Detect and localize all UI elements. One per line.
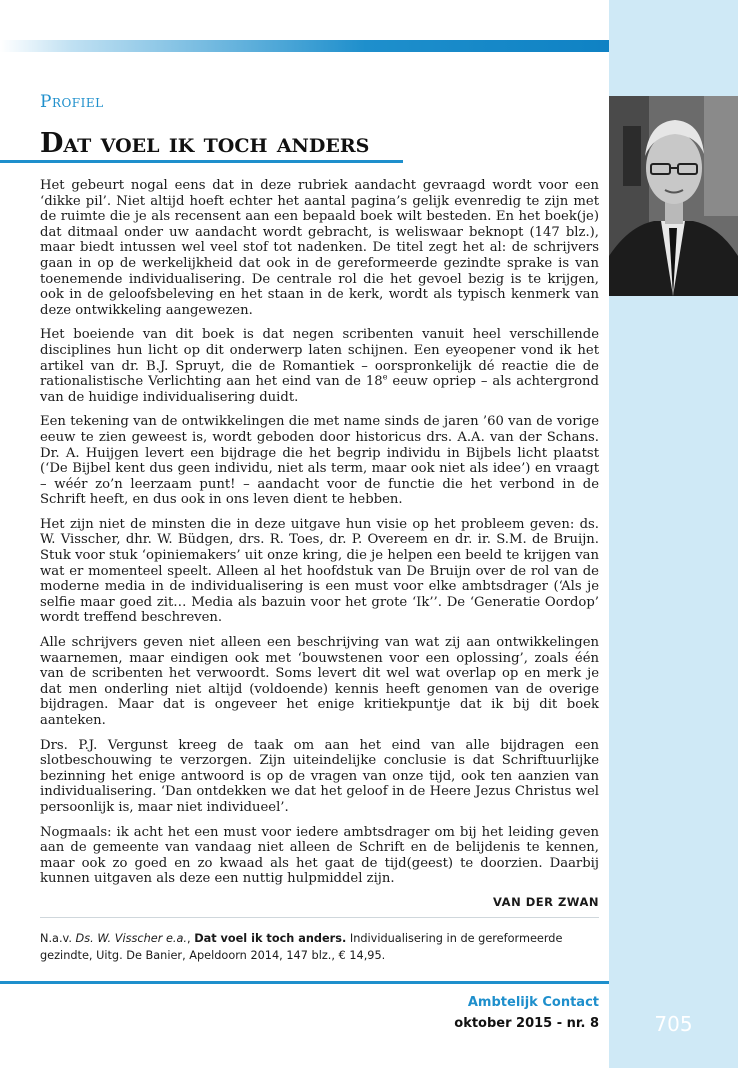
header-gradient-bar: [0, 40, 609, 52]
author-signature: VAN DER ZWAN: [493, 895, 599, 909]
source-separator: ,: [187, 932, 195, 945]
page-number: 705: [654, 1012, 693, 1036]
title-underline: [0, 160, 403, 163]
issue-info: oktober 2015 - nr. 8: [454, 1016, 599, 1031]
source-details: Individualisering in de gereformeerde gezindte, Uitg. De Banier, Apeldoorn 2014, 147 blz., € 14,95.: [40, 932, 563, 962]
book-source: [40, 930, 599, 964]
source-authors: Ds. W. Visscher e.a.: [75, 932, 187, 945]
superscript: e: [382, 372, 388, 382]
source-divider: [40, 917, 599, 918]
paragraph: [40, 327, 599, 405]
paragraph: Een tekening van de ontwikkelingen die met name sinds de jaren ’60 van de vorige eeuw te zien geweest is, wordt geboden door historicus drs. A.A. van der Schans. Dr. A. Huijgen levert een bijdrage die het begrip individu in Bijbels licht plaatst (‘De Bijbel kent dus geen individu, niet als term, maar ook niet als idee’) en vraagt – wéér zo’n leerzaam punt! – aandacht voor de functie die het verbond in de Schrift heeft, en dus ook in ons leven dient te hebben.: [40, 414, 599, 508]
paragraph: Het zijn niet de minsten die in deze uitgave hun visie op het probleem geven: ds. W. Visscher, dhr. W. Büdgen, drs. R. Toes, dr. P. Overeem en dr. ir. S.M. de Bruijn. Stuk voor stuk ‘opiniemakers’ uit onze kring, die je helpen een beeld te krijgen van wat er momenteel speelt. Alleen al het hoofdstuk van De Bruijn over de rol van de moderne media in de individualisering is een must voor elke ambtsdrager (‘Als je selfie maar goed zit… Media als bazuin voor het grote ‘Ik’’. De ‘Generatie Oordop’ wordt treffend beschreven.: [40, 516, 599, 626]
article-title: Dat voel ik toch anders: [40, 128, 370, 159]
author-photo: [609, 96, 738, 296]
paragraph: Nogmaals: ik acht het een must voor iedere ambtsdrager om bij het leiding geven aan de gemeente van vandaag niet alleen de Schrift en de belijdenis te kennen, maar ook zo goed en zo kwaad als het gaat de tijd(geest) te doorzien. Daarbij kunnen uitgaven als deze een nuttig hulpmiddel zijn.: [40, 824, 599, 887]
author-portrait-icon: [609, 96, 738, 296]
magazine-name: Ambtelijk Contact: [467, 995, 599, 1010]
section-label: Profiel: [40, 92, 104, 112]
paragraph: Drs. P.J. Vergunst kreeg de taak om aan het eind van alle bijdragen een slotbeschouwing te verzorgen. Zijn uiteindelijke conclusie is dat Schriftuurlijke bezinning het enige antwoord is op de vragen van onze tijd, ook ten aanzien van individualisering. ‘Dan ontdekken we dat het geloof in de Heere Jezus Christus wel persoonlijk is, maar niet individueel’.: [40, 737, 599, 815]
paragraph-text: eeuw opriep – als achtergrond van de huidige individualisering duidt.: [40, 374, 599, 405]
source-prefix: N.a.v.: [40, 932, 76, 945]
paragraph: Alle schrijvers geven niet alleen een beschrijving van wat zij aan ontwikkelingen waarnemen, maar eindigen ook met ‘bouwstenen voor een oplossing’, zoals één van de scribenten het verwoordt. Soms levert dit wel wat overlap op en merk je dat men onderling niet altijd (voldoende) kennis heeft genomen van de overige bijdragen. Maar dat is ongeveer het enige kritiekpuntje dat ik bij dit boek aanteken.: [40, 635, 599, 728]
footer-rule: [0, 981, 609, 984]
source-book-title: Dat voel ik toch anders.: [194, 932, 347, 945]
article-body: [40, 178, 599, 896]
paragraph-text: Het boeiende van dit boek is dat negen scribenten vanuit heel verschillende disciplines hun licht op dit onderwerp laten schijnen. Een eyeopener vond ik het artikel van dr. B.J. Spruyt, die de Romantiek – oorspronkelijk dé reactie die de rationalistische Verlichting aan het eind van de 18: [40, 327, 599, 390]
paragraph: Het gebeurt nogal eens dat in deze rubriek aandacht gevraagd wordt voor een ‘dikke pil’. Niet altijd hoeft echter het aantal pagina’s gelijk evenredig te zijn met de ruimte die je als recensent aan een bepaald boek wilt besteden. En het boek(je) dat ditmaal onder uw aandacht wordt gebracht, is weliswaar beknopt (147 blz.), maar biedt intussen wel veel stof tot nadenken. De titel zegt het al: de schrijvers gaan in op de werkelijkheid dat ook in de gereformeerde gezindte sprake is van toenemende individualisering. De centrale rol die het gevoel bezig is te krijgen, ook in de geloofsbeleving en het staan in de kerk, wordt als typisch kenmerk van deze ontwikkeling aangewezen.: [40, 178, 599, 318]
